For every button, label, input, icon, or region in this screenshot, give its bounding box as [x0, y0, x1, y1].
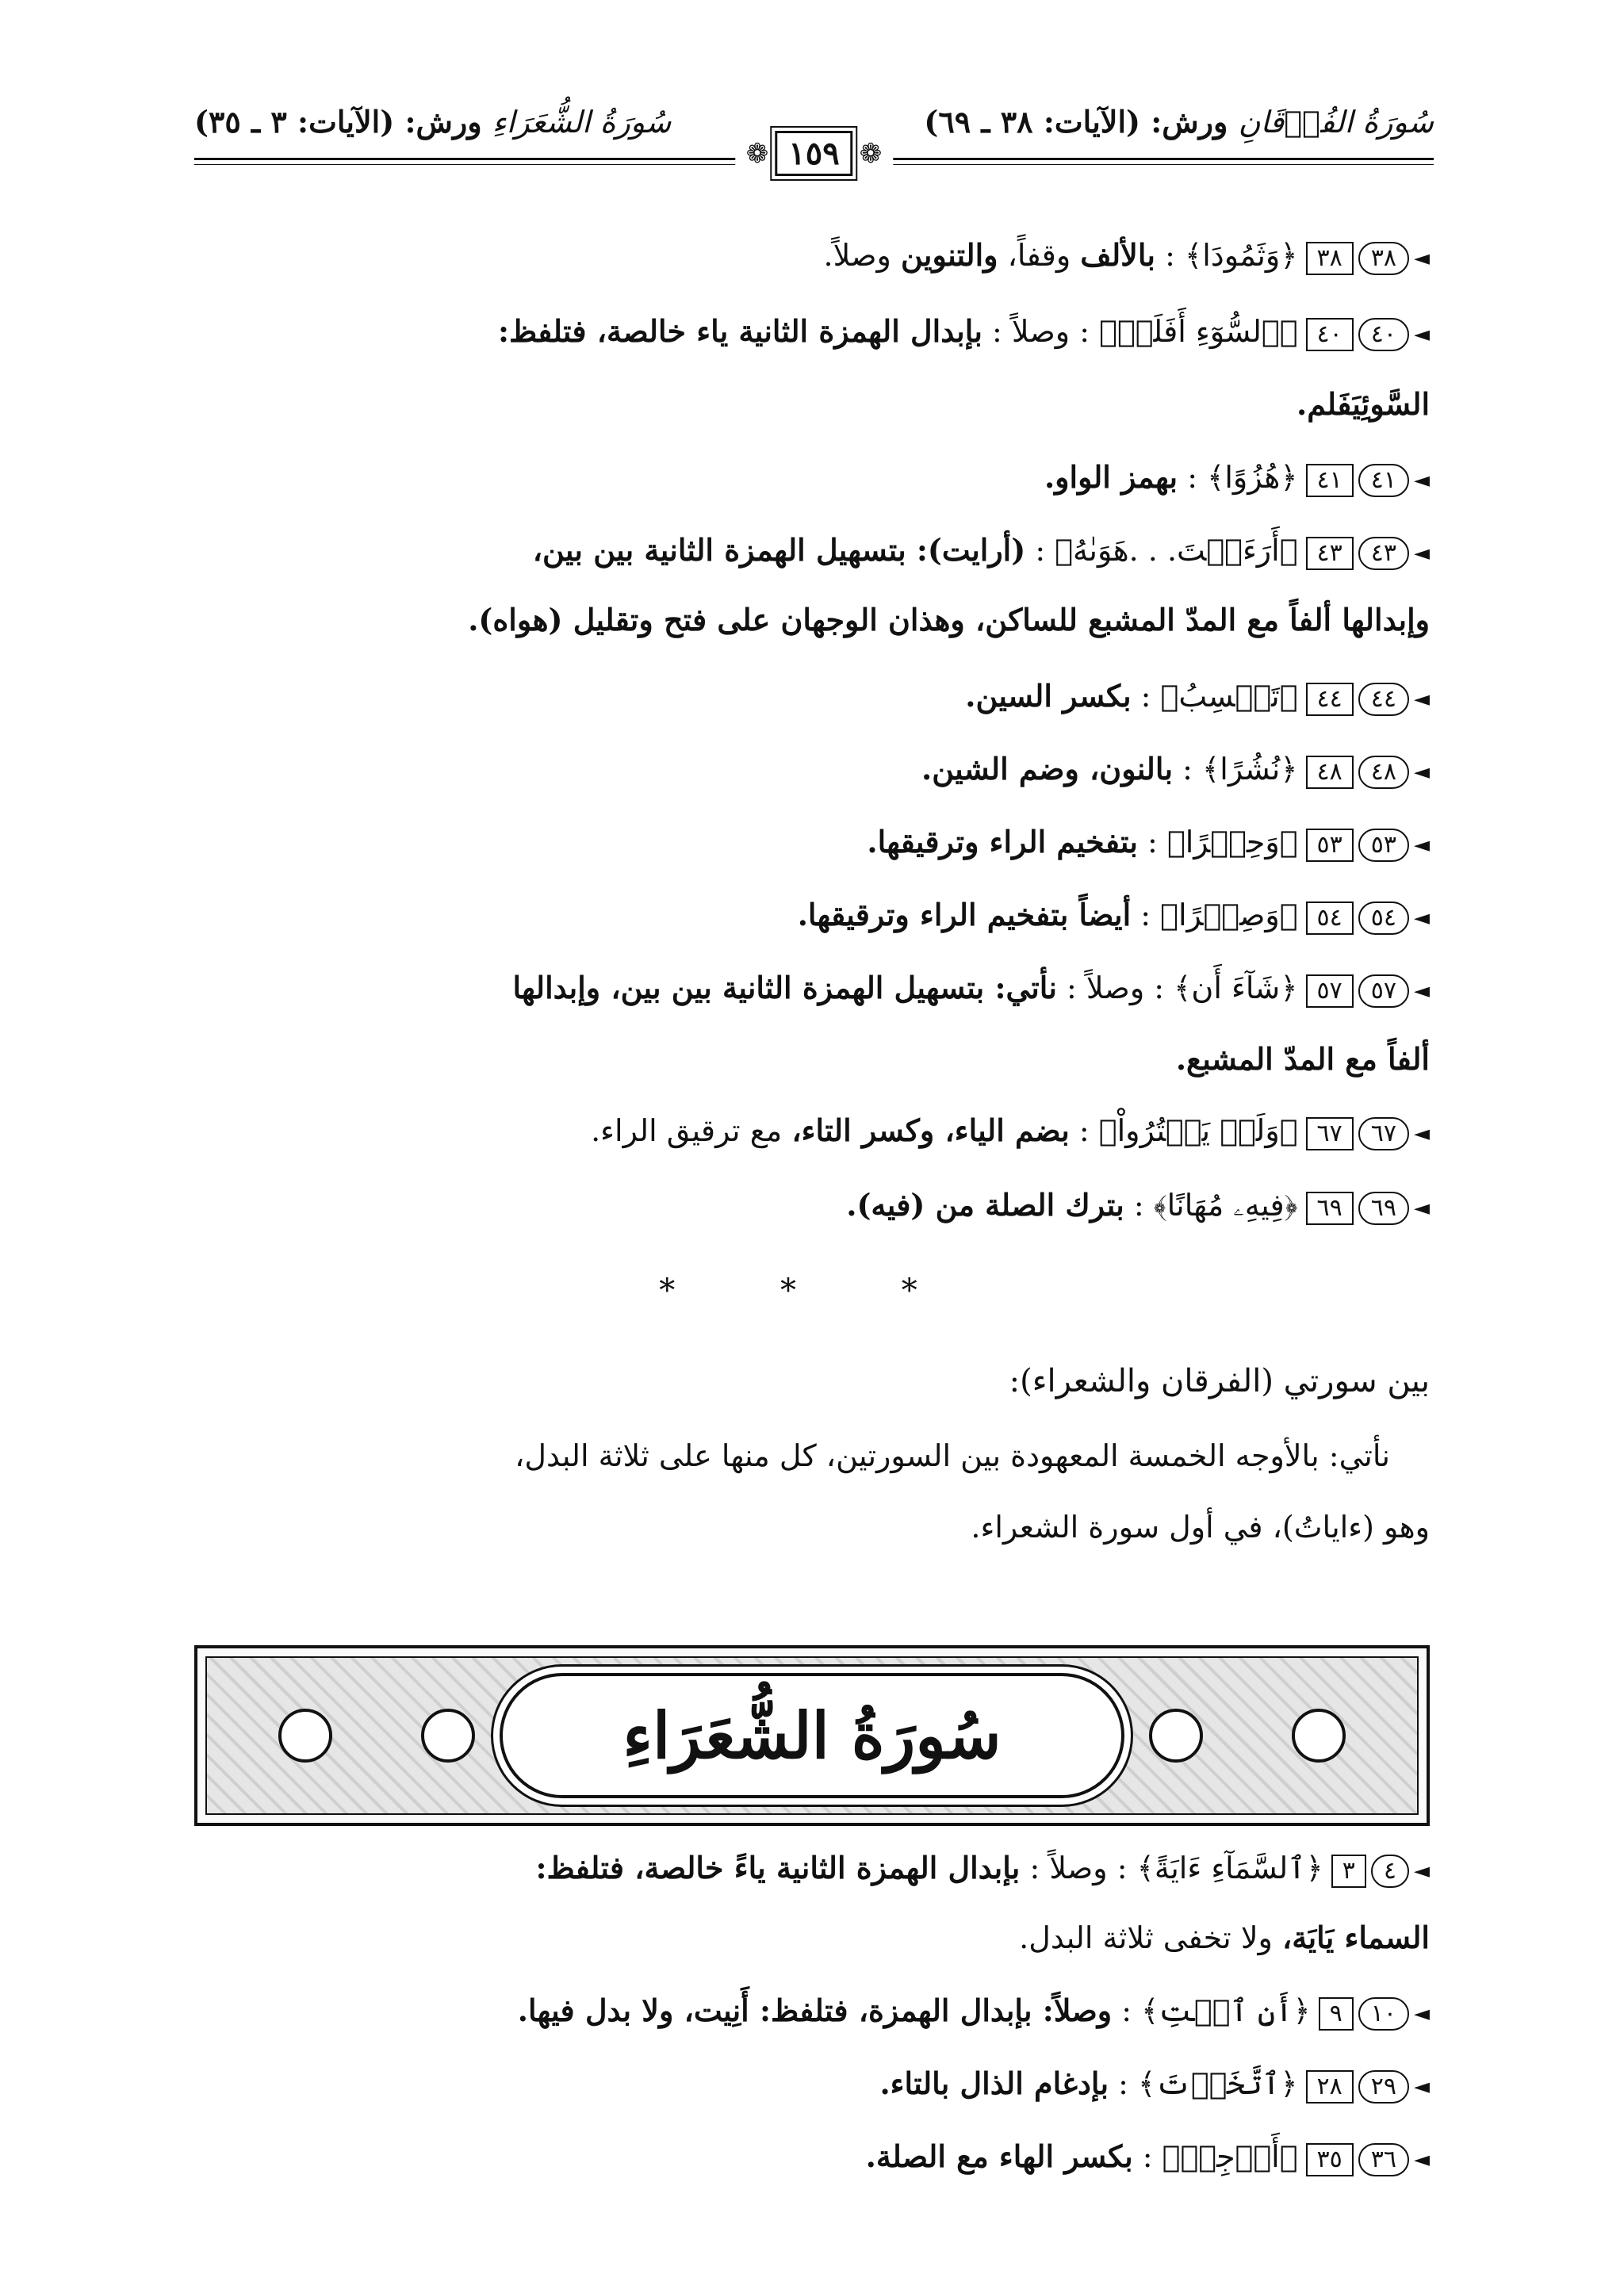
- between-title: بين سورتي (الفرقان والشعراء):: [1009, 1363, 1430, 1399]
- rule-text: وصلاً :: [982, 314, 1071, 349]
- rule-text: بتفخيم الراء وترقيقها.: [867, 824, 1138, 859]
- verse-marker: [1306, 2063, 1430, 2111]
- verse-marker: [1306, 2136, 1430, 2184]
- rule-text: بإدغام الذال بالتاء.: [879, 2065, 1109, 2101]
- entry-53: [194, 818, 1430, 869]
- quran-word: ﴿وَثَمُودَا﴾: [1184, 238, 1298, 273]
- entry-43: [194, 526, 1430, 577]
- rule-text: بكسر الهاء مع الصلة.: [865, 2138, 1133, 2174]
- rule-text: بهمز الواو.: [1044, 459, 1178, 495]
- rule-text: وصلاً.: [823, 238, 901, 273]
- separator: :: [1178, 460, 1208, 495]
- entry-67: [194, 1107, 1430, 1158]
- separator: :: [1025, 533, 1055, 568]
- rule-text: نأتي: بتسهيل الهمزة الثانية بين بين، وإبدالها: [512, 970, 1057, 1005]
- header-left-text: ورش: (الآيات: ٣ ـ ٣٥): [194, 104, 492, 140]
- verse-marker: [1306, 748, 1430, 796]
- arrow-icon: ◄: [1414, 1121, 1430, 1146]
- ornament-knot-icon: [1149, 1709, 1203, 1763]
- sura-cartouche: [500, 1673, 1124, 1798]
- rule-text: أيضاً بتفخيم الراء وترقيقها.: [797, 897, 1132, 932]
- verse-marker: [1319, 1990, 1430, 2038]
- banner-ornament: [205, 1656, 1419, 1815]
- page-number: ١٥٩: [775, 131, 852, 176]
- arrow-icon: ◄: [1414, 2147, 1430, 2172]
- arrow-icon: ◄: [1414, 833, 1430, 857]
- quran-word: ﴿ٱتَّخَذۡتَ﴾: [1138, 2066, 1298, 2101]
- rule-text: بكسر السين.: [965, 678, 1132, 714]
- entry-44: [194, 672, 1430, 723]
- separator: :: [1109, 2066, 1139, 2101]
- rule-text: بترك الصلة من (فيه).: [846, 1187, 1124, 1223]
- verse-number-hafs: ٦٧: [1306, 1117, 1354, 1150]
- between-para-1: نأتي: بالأوجه الخمسة المعهودة بين السورتين، كل منها على ثلاثة البدل،: [515, 1438, 1390, 1473]
- rule-text: بضم الياء، وكسر التاء،: [791, 1112, 1070, 1148]
- arrow-icon: ◄: [1414, 468, 1430, 492]
- quran-word: ﴿أَرَءَيۡتَ. . .هَوَىٰهُ﴾: [1055, 533, 1298, 568]
- verse-number-warsh: ٣٦: [1358, 2143, 1409, 2176]
- rule-text: بإبدال الهمزة الثانية ياء خالصة، فتلفظ:: [498, 313, 982, 349]
- entry-54: [194, 891, 1430, 942]
- verse-marker: [1306, 530, 1430, 577]
- quran-word: ﴿ٱلسَّمَآءِ ءَايَةً﴾: [1136, 1851, 1323, 1885]
- header-left-sura: سُورَةُ الشُّعَرَاءِ: [492, 105, 672, 140]
- rule-text: بإبدال الهمزة الثانية ياءً خالصة، فتلفظ:: [535, 1850, 1021, 1885]
- arrow-icon: ◄: [1414, 978, 1430, 1003]
- quran-word: ﴿وَصِهۡرًا﴾: [1160, 898, 1298, 932]
- verse-marker: [1306, 967, 1430, 1015]
- quran-word: ﴿فِيهِۦ مُهَانًا﴾: [1153, 1188, 1298, 1223]
- rule-text: وصلاً :: [1056, 970, 1145, 1005]
- quran-word: ﴿هُزُوًا﴾: [1207, 460, 1298, 495]
- page-header: [194, 99, 1434, 178]
- sura-title: سُورَةُ الشُّعَرَاءِ: [622, 1698, 1002, 1773]
- entry-41: [194, 454, 1430, 504]
- verse-number-warsh: ١٠: [1358, 1997, 1409, 2031]
- quran-word: ﴿أَرۡجِهۡ﴾: [1162, 2139, 1298, 2174]
- quran-word: ﴿أَنِ ٱئۡتِ﴾: [1141, 1993, 1311, 2028]
- ornament-knot-icon: [421, 1709, 475, 1763]
- entry-40: [194, 308, 1430, 358]
- verse-number-warsh: ٤: [1371, 1855, 1409, 1888]
- verse-number-hafs: ٢٨: [1306, 2070, 1354, 2104]
- rule-text: وصلاً :: [1020, 1851, 1108, 1885]
- rule-text: وقفاً،: [998, 238, 1081, 273]
- header-right-text: ورش: (الآيات: ٣٨ ـ ٦٩): [924, 104, 1239, 140]
- verse-marker: [1306, 821, 1430, 869]
- separator: :: [1131, 898, 1161, 932]
- verse-marker: [1306, 676, 1430, 723]
- arrow-icon: ◄: [1414, 1196, 1430, 1220]
- entry-s3-cont: [194, 1914, 1430, 1962]
- quran-word: ﴿تَحۡسِبُ﴾: [1160, 679, 1298, 714]
- entry-57-cont: ألفاً مع المدّ المشبع.: [1175, 1041, 1430, 1077]
- verse-number-warsh: ٥٣: [1358, 829, 1409, 862]
- rule-text: والتنوين: [900, 237, 998, 273]
- entry-s9: [194, 1987, 1430, 2038]
- quran-word: ﴿ٱلسُّوٓءِ أَفَلَمۡ﴾: [1099, 314, 1298, 349]
- separator: :: [1124, 1188, 1154, 1223]
- entry-s35: [194, 2133, 1430, 2184]
- quran-word: ﴿نُشُرًا﴾: [1202, 752, 1298, 787]
- separator: :: [1070, 314, 1100, 349]
- separator: :: [1137, 825, 1167, 859]
- rule-text: السماء يَايَة،: [1281, 1920, 1430, 1955]
- verse-number-hafs: ٥٣: [1306, 829, 1354, 862]
- separator: :: [1131, 679, 1161, 714]
- verse-marker: [1331, 1847, 1430, 1895]
- between-para-2: وهو (ءاياتُ)، في أول سورة الشعراء.: [971, 1510, 1430, 1545]
- rule-text: (أرايت): بتسهيل الهمزة الثانية بين بين،: [532, 532, 1026, 568]
- verse-number-warsh: ٦٧: [1358, 1117, 1409, 1150]
- verse-number-warsh: ٤٨: [1358, 756, 1409, 789]
- quran-word: ﴿وَلَمۡ يَقۡتُرُواْ﴾: [1098, 1113, 1298, 1148]
- separator: :: [1069, 1113, 1099, 1148]
- verse-number-hafs: ٥٤: [1306, 902, 1354, 935]
- verse-number-warsh: ٦٩: [1358, 1192, 1409, 1225]
- arrow-icon: ◄: [1414, 905, 1430, 930]
- rule-text: بالنون، وضم الشين.: [921, 751, 1174, 787]
- entry-s3: [194, 1844, 1430, 1895]
- entry-69: [194, 1181, 1430, 1232]
- arrow-icon: ◄: [1414, 2001, 1430, 2026]
- verse-number-warsh: ٥٤: [1358, 902, 1409, 935]
- verse-marker: [1306, 1185, 1430, 1232]
- verse-number-warsh: ٤٤: [1358, 683, 1409, 716]
- verse-marker: [1306, 235, 1430, 282]
- rule-text: وصلاً: بإبدال الهمزة، فتلفظ: أَنِيت، ولا بدل فيها.: [517, 1992, 1113, 2028]
- verse-number-hafs: ٥٧: [1306, 974, 1354, 1008]
- entry-57: [194, 964, 1430, 1015]
- arrow-icon: ◄: [1414, 687, 1430, 711]
- rule-text: بالألف: [1080, 237, 1156, 273]
- arrow-icon: ◄: [1414, 541, 1430, 565]
- separator: :: [1132, 2139, 1162, 2174]
- separator: :: [1173, 752, 1202, 787]
- header-left: [194, 104, 671, 140]
- section-divider-stars: * * *: [659, 1273, 965, 1309]
- separator: :: [1107, 1851, 1137, 1885]
- entry-43-cont: وإبدالها ألفاً مع المدّ المشبع للساكن، وهذان الوجهان على فتح وتقليل (هواه).: [468, 602, 1430, 637]
- verse-number-warsh: ٤٠: [1358, 318, 1409, 351]
- entry-s28: [194, 2060, 1430, 2111]
- verse-number-hafs: ٣٨: [1306, 242, 1354, 275]
- rule-text: ولا تخفى ثلاثة البدل.: [1019, 1920, 1282, 1955]
- entry-38: [194, 232, 1430, 282]
- ornament-knot-icon: [278, 1709, 332, 1763]
- arrow-icon: ◄: [1414, 760, 1430, 784]
- separator: :: [1144, 970, 1174, 1005]
- verse-number-hafs: ٤١: [1306, 464, 1354, 497]
- header-right-sura: سُورَةُ الفُرۡقَانِ: [1238, 105, 1434, 140]
- quran-word: ﴿وَحِجۡرًا﴾: [1166, 825, 1298, 859]
- verse-number-hafs: ٤٤: [1306, 683, 1354, 716]
- verse-number-warsh: ٤١: [1358, 464, 1409, 497]
- verse-number-hafs: ٣٥: [1306, 2143, 1354, 2176]
- verse-marker: [1306, 311, 1430, 358]
- verse-marker: [1306, 457, 1430, 504]
- rule-text: مع ترقيق الراء.: [591, 1113, 792, 1148]
- verse-number-warsh: ٤٣: [1358, 537, 1409, 570]
- arrow-icon: ◄: [1414, 2074, 1430, 2099]
- sura-title-banner: [194, 1645, 1430, 1826]
- verse-number-hafs: ٤٣: [1306, 537, 1354, 570]
- page-number-box: [735, 131, 893, 176]
- verse-number-hafs: ٤٨: [1306, 756, 1354, 789]
- arrow-icon: ◄: [1414, 322, 1430, 346]
- verse-number-hafs: ٩: [1319, 1997, 1354, 2031]
- verse-number-warsh: ٥٧: [1358, 974, 1409, 1008]
- header-right: [924, 104, 1434, 140]
- arrow-icon: ◄: [1414, 246, 1430, 270]
- ornament-icon: ❁: [745, 137, 769, 170]
- verse-marker: [1306, 894, 1430, 942]
- entry-48: [194, 745, 1430, 796]
- verse-number-hafs: ٤٠: [1306, 318, 1354, 351]
- verse-number-hafs: ٣: [1331, 1855, 1366, 1888]
- quran-word: ﴿شَآءَ أَن﴾: [1174, 970, 1298, 1005]
- separator: :: [1155, 238, 1185, 273]
- verse-number-warsh: ٣٨: [1358, 242, 1409, 275]
- ornament-knot-icon: [1292, 1709, 1346, 1763]
- entry-40-cont: السَّوئِيَفَلم.: [1296, 386, 1430, 422]
- arrow-icon: ◄: [1414, 1859, 1430, 1883]
- ornament-icon: ❁: [859, 137, 883, 170]
- separator: :: [1112, 1993, 1142, 2028]
- verse-marker: [1306, 1110, 1430, 1158]
- verse-number-warsh: ٢٩: [1358, 2070, 1409, 2104]
- verse-number-hafs: ٦٩: [1306, 1192, 1354, 1225]
